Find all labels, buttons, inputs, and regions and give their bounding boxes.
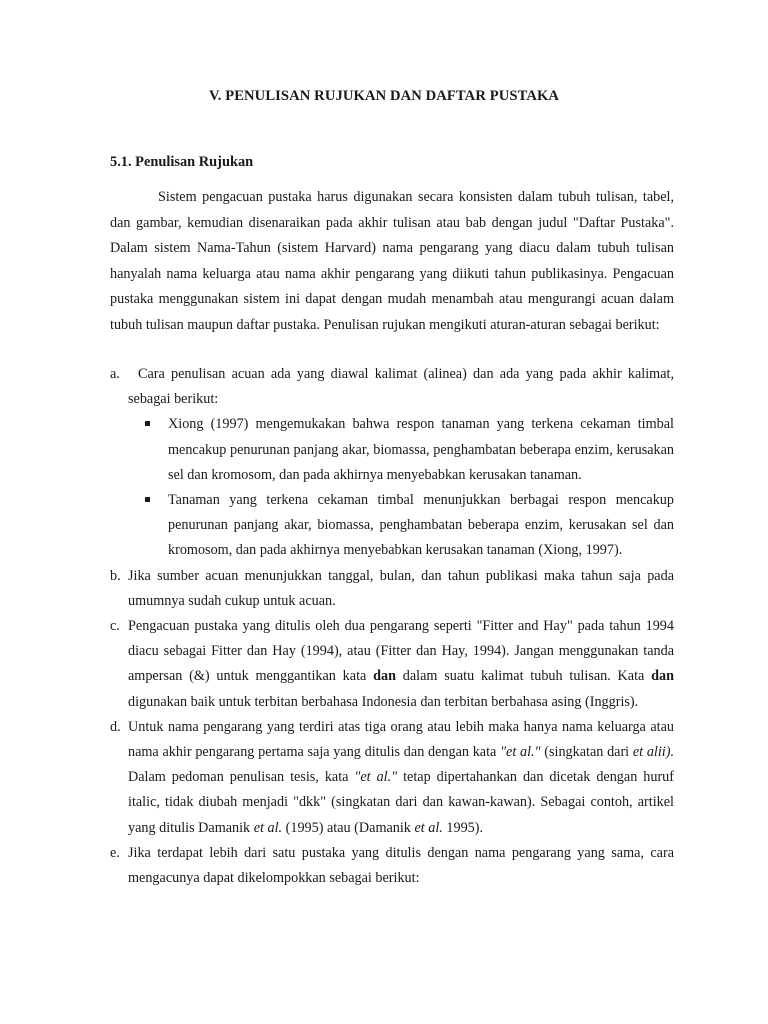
list-marker: a.: [110, 366, 120, 382]
bold-word: dan: [651, 668, 675, 685]
section-heading: 5.1. Penulisan Rujukan: [110, 154, 254, 170]
square-bullet-icon: [145, 497, 150, 502]
text-run: digunakan baik untuk terbitan berbahasa Indonesia dan terbitan berbahasa asing (Inggris).: [128, 693, 639, 710]
bullet-item: [128, 412, 674, 488]
list-item-d: [110, 715, 674, 841]
list-item-a: [110, 362, 674, 564]
list-marker: d.: [110, 718, 121, 735]
bold-word: dan: [373, 668, 396, 685]
italic-run: et al.: [253, 819, 283, 836]
intro-paragraph: Sistem pengacuan pustaka harus digunakan secara konsisten dalam tubuh tulisan, tabel, dan gambar, kemudian disenaraikan pada akhir tulisan atau bab dengan judul "Daftar Pustaka". Dalam sistem Nama-Tahun (sistem Harvard) nama pengarang yang diacu dalam tubuh tulisan hanyalah nama keluarga atau nama akhir pengarang yang diikuti tahun publikasinya. Pengacuan pustaka menggunakan sistem ini dapat dengan mudah menambah atau mengurangi acuan dalam tubuh tulisan maupun daftar pustaka. Penulisan rujukan mengikuti aturan-aturan sebagai berikut:: [110, 189, 674, 333]
list-item-text: Jika sumber acuan menunjukkan tanggal, bulan, dan tahun publikasi maka tahun saja pada umumnya sudah cukup untuk acuan.: [128, 567, 674, 609]
bullet-text: Tanaman yang terkena cekaman timbal menunjukkan berbagai respon mencakup penurunan panjang akar, biomassa, penghambatan beberapa enzim, kerusakan sel dan kromosom, dan pada akhirnya menyebabkan kerusakan tanaman (Xiong, 1997).: [168, 492, 674, 559]
text-run: 1995).: [442, 819, 484, 836]
text-run: Untuk nama pengarang yang terdiri atas tiga orang atau lebih maka hanya nama keluarga atau nama akhir pengarang pertama saja yang ditulis dan dengan kata: [128, 718, 674, 761]
list-item-text: Cara penulisan acuan ada yang diawal kalimat (alinea) dan ada yang pada akhir kalimat, sebagai berikut:: [128, 366, 674, 408]
bullet-item: [128, 488, 674, 564]
text-run: (1995) atau (Damanik: [282, 819, 415, 836]
list-item-e: [110, 841, 674, 891]
rules-list: [110, 362, 674, 891]
text-run: tetap dipertahankan dan dicetak dengan huruf italic, tidak diubah menjadi "dkk" (singkatan dari dan kawan-kawan). Sebagai contoh, artikel yang ditulis Damanik: [128, 769, 674, 836]
italic-run: "et al.": [354, 769, 398, 786]
italic-run: "et al.": [500, 744, 541, 761]
chapter-title: V. PENULISAN RUJUKAN DAN DAFTAR PUSTAKA: [208, 88, 560, 104]
text-run: Pengacuan pustaka yang ditulis oleh dua pengarang seperti "Fitter and Hay" pada tahun 1994 diacu sebagai Fitter dan Hay (1994), atau (Fitter dan Hay, 1994). Jangan menggunakan tanda ampersan (&) untuk menggantikan kata: [128, 618, 674, 685]
list-marker: b.: [110, 567, 121, 584]
square-bullet-icon: [145, 421, 150, 426]
text-run: dalam suatu kalimat tubuh tulisan. Kata: [395, 668, 652, 685]
list-marker: c.: [110, 618, 120, 635]
list-item-text: Jika terdapat lebih dari satu pustaka yang ditulis dengan nama pengarang yang sama, cara mengacunya dapat dikelompokkan sebagai berikut:: [128, 844, 674, 887]
list-marker: e.: [110, 844, 120, 861]
italic-run: et al.: [414, 819, 443, 836]
bullet-text: Xiong (1997) mengemukakan bahwa respon tanaman yang terkena cekaman timbal mencakup penurunan panjang akar, biomassa, penghambatan beberapa enzim, kerusakan sel dan kromosom, dan pada akhirnya menyebabkan kerusakan tanaman.: [168, 416, 674, 483]
bullet-list: [128, 412, 674, 563]
text-run: (singkatan dari: [540, 744, 633, 761]
italic-run: et alii).: [632, 744, 675, 761]
list-item-b: [110, 564, 674, 614]
text-run: Dalam pedoman penulisan tesis, kata: [128, 769, 355, 786]
list-item-c: [110, 614, 674, 715]
